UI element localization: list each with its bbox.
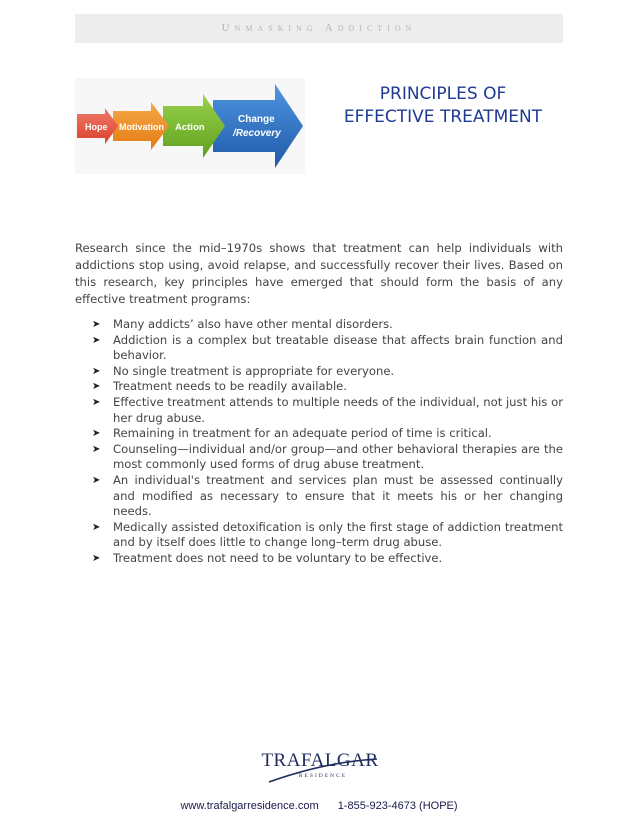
list-item-text: Addiction is a complex but treatable disease that affects brain function and behavior. — [113, 332, 563, 363]
arrow-bullet-icon: ➤ — [92, 521, 101, 533]
page-title — [318, 83, 568, 129]
list-item-text: Many addicts’ also have other mental disorders. — [113, 317, 393, 331]
step-change: Change — [238, 114, 275, 125]
list-item — [92, 395, 563, 426]
intro-paragraph: Research since the mid–1970s shows that treatment can help individuals with addictions stop using, avoid relapse, and successfully recover their lives. Based on this research, key principles have emerged that should form the basis of any effective treatment programs: — [75, 240, 563, 306]
list-item — [92, 317, 563, 333]
list-item — [92, 442, 563, 473]
list-item — [92, 426, 563, 442]
arrow-bullet-icon: ➤ — [92, 474, 101, 486]
step-action: Action — [175, 122, 205, 133]
list-item-text: Remaining in treatment for an adequate period of time is critical. — [113, 426, 492, 441]
step-motivation: Motivation — [119, 122, 164, 132]
footer — [0, 800, 638, 812]
arrow-bullet-icon: ➤ — [92, 428, 101, 440]
list-item-text: Treatment does not need to be voluntary to be effective. — [113, 550, 443, 565]
list-item-text: Medically assisted detoxification is only the first stage of addiction treatment and by itself does little to change long–term drug abuse. — [113, 519, 563, 550]
list-item — [92, 379, 563, 395]
list-item-text: Treatment needs to be readily available. — [113, 379, 347, 394]
step-hope: Hope — [85, 122, 108, 132]
list-item-text: Effective treatment attends to multiple needs of the individual, not just his or her drug abuse. — [113, 394, 563, 425]
step-recovery: /Recovery — [233, 128, 281, 139]
arrow-bullet-icon: ➤ — [92, 319, 101, 330]
recovery-steps-banner — [75, 78, 305, 174]
list-item-text: Counseling—individual and/or group—and other behavioral therapies are the most commonly used forms of drug abuse treatment. — [113, 441, 563, 472]
logo-sub: RESIDENCE — [298, 773, 348, 779]
page-title-line-1: PRINCIPLES OF — [379, 84, 507, 104]
trafalgar-residence-logo — [255, 746, 385, 792]
list-item — [92, 551, 563, 567]
phone-number: 1-855-923-4673 (HOPE) — [337, 800, 458, 812]
arrow-bullet-icon: ➤ — [92, 552, 101, 564]
page-title-line-2: EFFECTIVE TREATMENT — [343, 107, 543, 127]
list-item — [92, 520, 563, 551]
running-header: Unmasking Addiction — [75, 14, 563, 43]
website-link[interactable]: www.trafalgarresidence.com — [180, 800, 319, 812]
arrow-bullet-icon: ➤ — [92, 334, 101, 346]
list-item — [92, 473, 563, 520]
list-item — [92, 333, 563, 364]
principles-list — [92, 317, 563, 567]
list-item-text: No single treatment is appropriate for everyone. — [113, 363, 395, 378]
arrow-bullet-icon: ➤ — [92, 381, 101, 393]
arrow-bullet-icon: ➤ — [92, 365, 101, 377]
list-item — [92, 364, 563, 380]
list-item-text: An individual's treatment and services plan must be assessed continually and modified as necessary to ensure that it meets his or her changing needs. — [113, 472, 563, 519]
arrow-bullet-icon: ➤ — [92, 396, 101, 408]
logo-name: TRAFALGAR — [261, 750, 379, 771]
arrow-bullet-icon: ➤ — [92, 443, 101, 455]
